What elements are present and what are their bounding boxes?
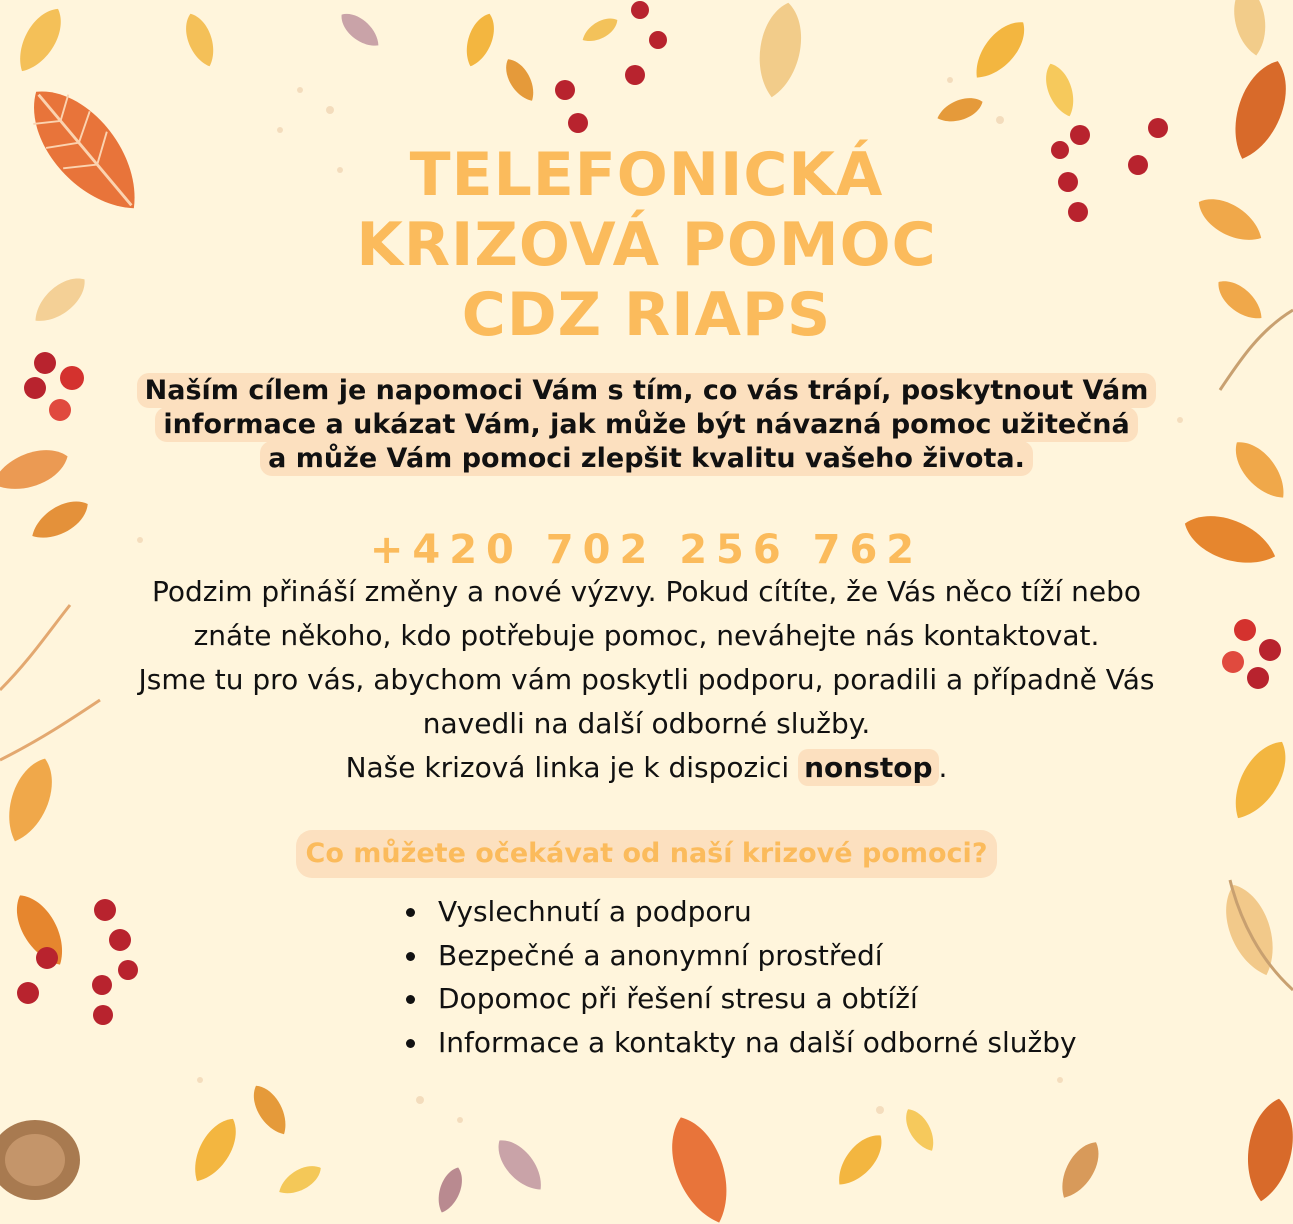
expectations-list: [404, 890, 1077, 1064]
section-heading: Co můžete očekávat od naší krizové pomoci?: [296, 830, 998, 878]
body-line-1: Podzim přináší změny a nové výzvy. Pokud cítíte, že Vás něco tíží nebo: [151, 575, 1142, 608]
body-line-5-suffix: .: [938, 751, 948, 784]
bullet-icon: [406, 908, 415, 917]
title-line-2: KRIZOVÁ POMOC: [356, 210, 937, 280]
body-line-4: navedli na další odborné služby.: [422, 707, 871, 740]
title-line-3: CDZ RIAPS: [461, 280, 832, 350]
bullet-icon: [406, 995, 415, 1004]
list-item: Dopomoc při řešení stresu a obtíží: [404, 977, 1077, 1021]
body-line-3: Jsme tu pro vás, abychom vám poskytli podporu, poradili a případně Vás: [138, 663, 1155, 696]
body-line-5-prefix: Naše krizová linka je k dispozici: [345, 751, 799, 784]
bullet-icon: [406, 1039, 415, 1048]
bullet-icon: [406, 952, 415, 961]
list-item: Bezpečné a anonymní prostředí: [404, 934, 1077, 978]
page-title: [0, 140, 1293, 350]
mission-statement: [0, 374, 1293, 476]
nonstop-highlight: nonstop: [798, 749, 938, 786]
mission-line-1: Naším cílem je napomoci Vám s tím, co vás trápí, poskytnout Vám: [137, 373, 1157, 408]
body-line-5: [0, 746, 1293, 790]
mission-line-2: informace a ukázat Vám, jak může být návazná pomoc užitečná: [155, 407, 1137, 442]
body-text: [0, 570, 1293, 790]
list-item: Informace a kontakty na další odborné služby: [404, 1021, 1077, 1065]
phone-number: +420 702 256 762: [369, 527, 924, 573]
list-item: Vyslechnutí a podporu: [404, 890, 1077, 934]
mission-line-3: a může Vám pomoci zlepšit kvalitu vašeho života.: [260, 441, 1033, 476]
body-line-2: znáte někoho, kdo potřebuje pomoc, neváhejte nás kontaktovat.: [193, 619, 1100, 652]
title-line-1: TELEFONICKÁ: [409, 140, 884, 210]
